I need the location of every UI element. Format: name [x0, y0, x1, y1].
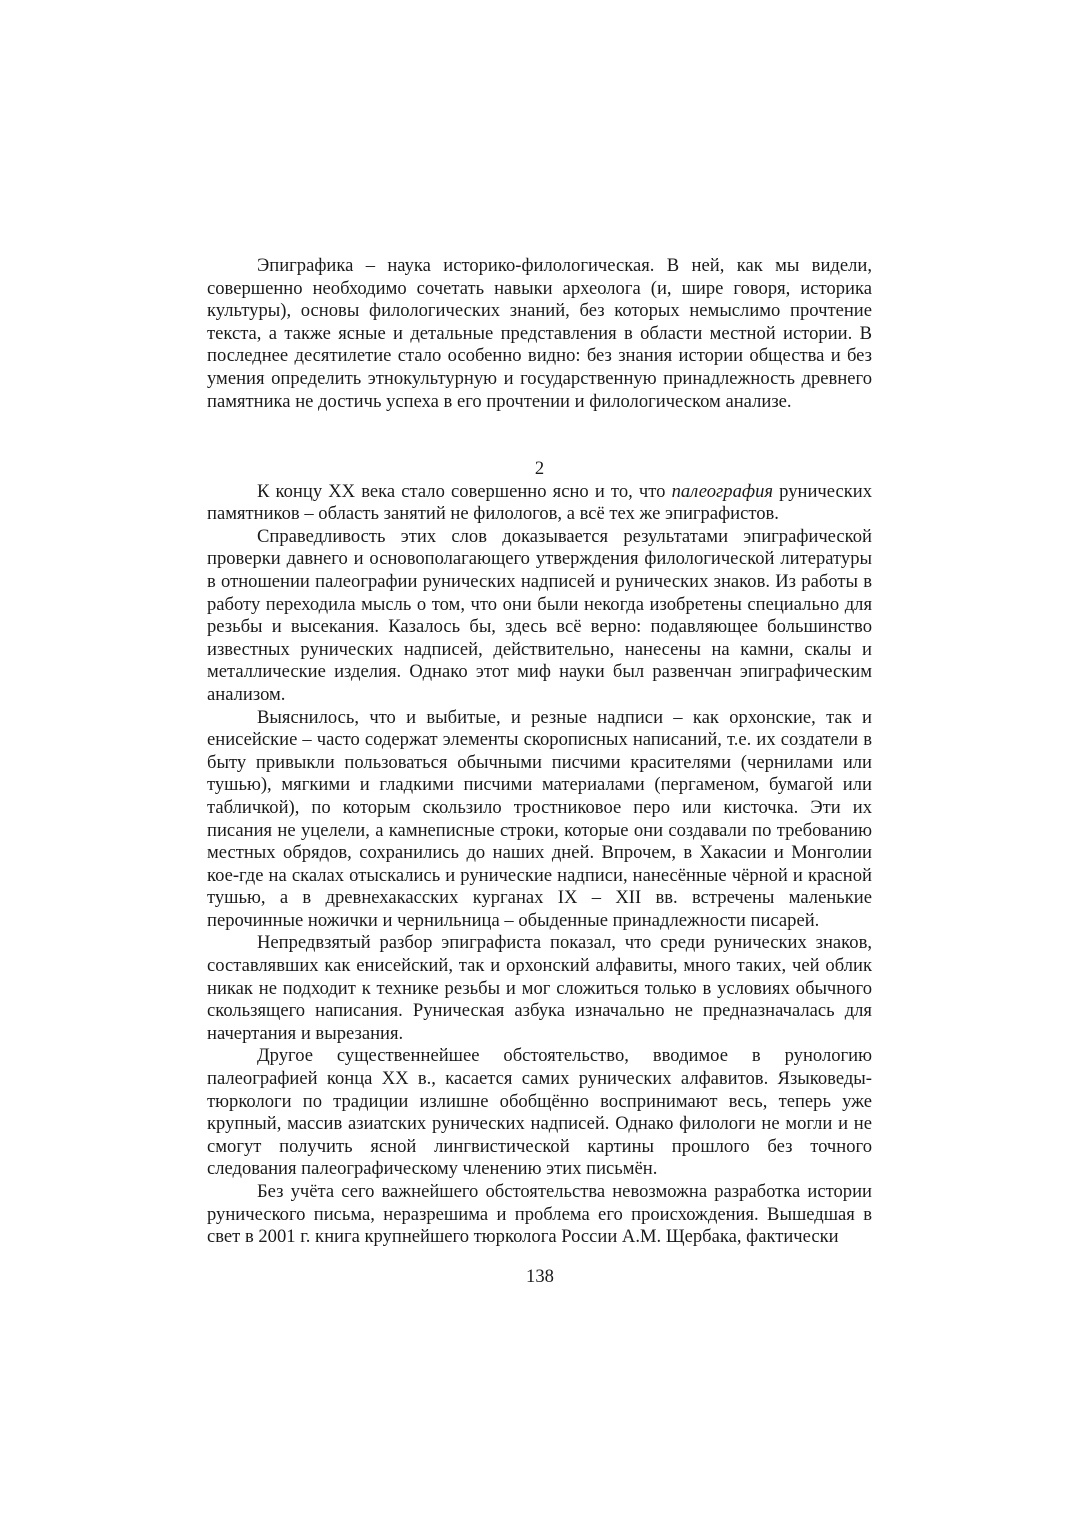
section-2-text-block [207, 458, 872, 1249]
intro-paragraph: Эпиграфика – наука историко-филологическая. В ней, как мы видели, совершенно необходимо сочетать навыки археолога (и, шире говоря, историка культуры), основы филологических знаний, без которых немыслимо прочтение текста, а также ясные и детальные представления в области местной истории. В последнее десятилетие стало особенно видно: без знания истории общества и без умения определить этнокультурную и государственную принадлежность древнего памятника не достичь успеха в его прочтении и филологическом анализе. [207, 255, 872, 412]
intro-text-block [207, 255, 872, 413]
paragraph-2-emphasis: палеография [671, 480, 774, 502]
paragraph-2 [207, 481, 872, 526]
paragraph-3: Справедливость этих слов доказывается результатами эпиграфической проверки давнего и основополагающего утверждения филологической литературы в отношении палеографии рунических надписей и рунических знаков. Из работы в работу переходила мысль о том, что они были некогда изобретены специально для резьбы и высекания. Казалось бы, здесь всё верно: подавляющее большинство известных рунических надписей, действительно, нанесены на камни, скалы и металлические изделия. Однако этот миф науки был развенчан эпиграфическим анализом. [207, 525, 872, 705]
section-number: 2 [534, 458, 545, 479]
paragraph-4: Выяснилось, что и выбитые, и резные надписи – как орхонские, так и енисейские – часто содержат элементы скорописных написаний, т.е. их создатели в быту привыкли пользоваться обычными писчими красителями (чернилами или тушью), мягкими и гладкими писчими материалами (пергаменом, бумагой или табличкой), по которым скользило тростниковое перо или кисточка. Эти их писания не уцелели, а камнеписные строки, которые они создавали по требованию местных обрядов, сохранились до наших дней. Впрочем, в Хакасии и Монголии кое-где на скалах отыскались и рунические надписи, нанесённые чёрной и красной тушью, а в древнехакасских курганах IX – XII вв. встречены маленькие перочинные ножички и чернильница – обыденные принадлежности писарей. [207, 706, 872, 931]
page-number: 138 [526, 1266, 554, 1287]
paragraph-5: Непредвзятый разбор эпиграфиста показал, что среди рунических знаков, составлявших как енисейский, так и орхонский алфавиты, много таких, чей облик никак не подходит к технике резьбы и мог сложиться только в условиях обычного скользящего написания. Руническая азбука изначально не предназначалась для начертания и вырезания. [207, 932, 872, 1044]
paragraph-6: Другое существеннейшее обстоятельство, вводимое в рунологию палеографией конца XX в., касается самих рунических алфавитов. Языковеды-тюркологи по традиции излишне обобщённо воспринимают весь, теперь уже крупный, массив азиатских рунических надписей. Однако филологи не могли и не смогут получить ясной лингвистической картины прошлого без точного следования палеографическому членению этих письмён. [207, 1045, 872, 1180]
paragraph-2-before: К концу XX века стало совершенно ясно и то, что [257, 480, 672, 502]
paragraph-2-after: рунических памятников – область занятий не филологов, а всё тех же эпиграфистов. [207, 480, 873, 525]
paragraph-7: Без учёта сего важнейшего обстоятельства невозможна разработка истории рунического письма, неразрешима и проблема его происхождения. Вышедшая в свет в 2001 г. книга крупнейшего тюрколога России А.М. Щербака, фактически [207, 1181, 872, 1248]
